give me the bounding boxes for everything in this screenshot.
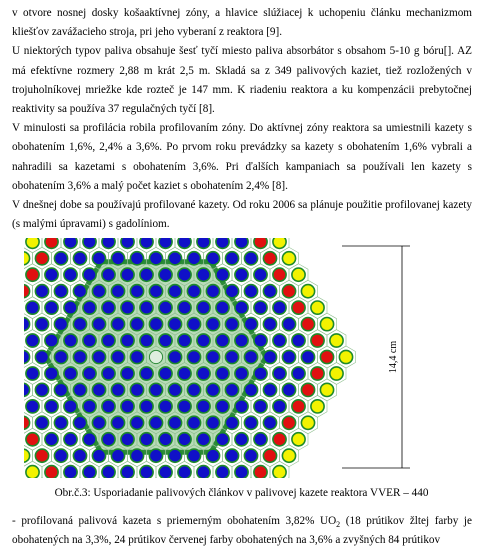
fuel-rod: [149, 252, 162, 265]
fuel-rod: [54, 416, 67, 429]
fuel-rod: [206, 318, 219, 331]
fuel-rod: [235, 367, 248, 380]
fuel-rod: [206, 383, 219, 396]
fuel-assembly-figure: [24, 238, 444, 478]
fuel-rod: [130, 416, 143, 429]
fuel-rod: [140, 238, 153, 248]
fuel-rod: [273, 301, 286, 314]
fuel-rod: [121, 238, 134, 248]
fuel-rod: [216, 268, 229, 281]
fuel-rod: [140, 466, 153, 478]
fuel-rod: [273, 238, 286, 248]
fuel-rod: [140, 367, 153, 380]
fuel-rod: [216, 400, 229, 413]
fuel-rod: [225, 318, 238, 331]
fuel-rod: [254, 466, 267, 478]
fuel-rod: [111, 416, 124, 429]
fuel-rod: [159, 433, 172, 446]
fuel-rod: [273, 400, 286, 413]
fuel-rod: [311, 400, 324, 413]
fuel-rod: [26, 367, 39, 380]
fuel-rod: [45, 433, 58, 446]
fuel-rod: [254, 268, 267, 281]
fuel-rod: [45, 301, 58, 314]
fuel-rod: [111, 449, 124, 462]
fuel-rod: [26, 466, 39, 478]
fuel-rod: [187, 416, 200, 429]
fuel-rod: [26, 238, 39, 248]
fuel-rod: [159, 367, 172, 380]
fuel-rod: [45, 367, 58, 380]
fuel-rod: [225, 350, 238, 363]
tail-text-2: (18 prútikov žltej farby je obohatených na 3,3%, 24 prútikov červenej farby obohatených na 3,6% a zvyšných 84 prútikov: [12, 515, 472, 546]
fuel-rod: [83, 400, 96, 413]
fuel-rod: [159, 301, 172, 314]
fuel-rod: [244, 318, 257, 331]
fuel-rod: [273, 268, 286, 281]
fuel-rod: [54, 350, 67, 363]
fuel-rod: [178, 367, 191, 380]
fuel-rod: [45, 238, 58, 248]
fuel-rod: [206, 350, 219, 363]
fuel-rod: [254, 334, 267, 347]
fuel-rod: [301, 383, 314, 396]
fuel-rod: [282, 416, 295, 429]
fuel-rod: [216, 238, 229, 248]
fuel-rod: [26, 301, 39, 314]
fuel-rod: [54, 318, 67, 331]
fuel-rod: [121, 367, 134, 380]
fuel-rod: [263, 285, 276, 298]
figure-caption: Obr.č.3: Usporiadanie palivových článkov v palivovej kazete reaktora VVER – 440: [0, 487, 483, 499]
fuel-rod: [45, 334, 58, 347]
fuel-rod: [311, 301, 324, 314]
fuel-rod: [64, 367, 77, 380]
fuel-rod: [225, 252, 238, 265]
fuel-rod: [73, 318, 86, 331]
fuel-rod: [121, 400, 134, 413]
fuel-rod: [64, 301, 77, 314]
fuel-rod: [83, 238, 96, 248]
fuel-rod: [24, 350, 30, 363]
fuel-rod: [311, 367, 324, 380]
fuel-rod: [73, 449, 86, 462]
fuel-rod: [273, 334, 286, 347]
fuel-rod: [235, 301, 248, 314]
fuel-rod: [254, 400, 267, 413]
fuel-rod: [282, 252, 295, 265]
fuel-rod: [216, 466, 229, 478]
fuel-rod: [244, 252, 257, 265]
fuel-rod: [83, 301, 96, 314]
fuel-rod: [149, 285, 162, 298]
central-tube: [149, 350, 162, 363]
fuel-rod: [102, 334, 115, 347]
fuel-rod: [216, 367, 229, 380]
fuel-rod: [301, 416, 314, 429]
fuel-rod: [197, 238, 210, 248]
fuel-rod: [197, 466, 210, 478]
fuel-rod: [121, 466, 134, 478]
fuel-rod: [178, 466, 191, 478]
fuel-rod: [206, 252, 219, 265]
fuel-rod: [111, 350, 124, 363]
fuel-rod: [92, 350, 105, 363]
fuel-rod: [225, 285, 238, 298]
fuel-rod: [330, 367, 343, 380]
fuel-rod: [263, 350, 276, 363]
fuel-rod: [263, 449, 276, 462]
fuel-rod: [130, 285, 143, 298]
hexagon-assembly: [24, 238, 356, 478]
fuel-rod: [244, 285, 257, 298]
fuel-rod: [178, 400, 191, 413]
fuel-rod: [254, 433, 267, 446]
fuel-rod: [83, 466, 96, 478]
fuel-rod: [235, 400, 248, 413]
fuel-rod: [225, 449, 238, 462]
fuel-rod: [301, 318, 314, 331]
fuel-rod: [121, 433, 134, 446]
fuel-rod: [263, 252, 276, 265]
fuel-rod: [35, 416, 48, 429]
fuel-rod: [35, 252, 48, 265]
fuel-rod: [121, 268, 134, 281]
fuel-rod: [206, 285, 219, 298]
fuel-rod: [292, 400, 305, 413]
fuel-rod: [24, 449, 30, 462]
fuel-rod: [273, 466, 286, 478]
fuel-rod: [24, 285, 30, 298]
fuel-rod: [24, 318, 30, 331]
fuel-rod: [197, 367, 210, 380]
fuel-rod: [282, 383, 295, 396]
fuel-rod: [149, 416, 162, 429]
fuel-rod: [140, 334, 153, 347]
fuel-rod: [311, 334, 324, 347]
fuel-rod: [121, 334, 134, 347]
dimension-label: 14,4 cm: [388, 341, 399, 373]
fuel-rod: [83, 433, 96, 446]
fuel-rod: [130, 449, 143, 462]
fuel-rod: [187, 383, 200, 396]
fuel-rod: [244, 416, 257, 429]
fuel-rod: [140, 400, 153, 413]
fuel-rod: [187, 350, 200, 363]
fuel-rod: [130, 318, 143, 331]
fuel-rod: [282, 449, 295, 462]
fuel-rod: [26, 334, 39, 347]
paragraph-1: v otvore nosnej dosky košaaktívnej zóny, a hlavice slúžiacej k uchopeniu článku mechanizmom kliešťov zavážacieho stroja, pri jeho vyberaní z reaktora [9].: [12, 4, 472, 42]
fuel-rod: [197, 268, 210, 281]
fuel-rod: [83, 367, 96, 380]
fuel-rod: [54, 252, 67, 265]
fuel-rod: [111, 285, 124, 298]
fuel-rod: [254, 238, 267, 248]
fuel-rod: [235, 238, 248, 248]
fuel-rod: [273, 367, 286, 380]
fuel-rod: [64, 238, 77, 248]
fuel-rod: [320, 318, 333, 331]
fuel-rod: [159, 334, 172, 347]
fuel-rod: [301, 285, 314, 298]
fuel-rod: [121, 301, 134, 314]
fuel-rod: [35, 383, 48, 396]
fuel-rod: [102, 238, 115, 248]
fuel-rod: [178, 268, 191, 281]
fuel-rod: [140, 301, 153, 314]
fuel-rod: [35, 318, 48, 331]
fuel-rod: [130, 252, 143, 265]
fuel-rod: [102, 400, 115, 413]
fuel-rod: [111, 318, 124, 331]
fuel-rod: [168, 285, 181, 298]
fuel-rod: [102, 466, 115, 478]
fuel-rod: [320, 383, 333, 396]
fuel-rod: [54, 449, 67, 462]
fuel-rod: [83, 268, 96, 281]
fuel-rod: [292, 367, 305, 380]
fuel-rod: [140, 268, 153, 281]
fuel-rod: [26, 400, 39, 413]
fuel-rod: [45, 268, 58, 281]
fuel-rod: [187, 318, 200, 331]
fuel-rod: [197, 400, 210, 413]
fuel-rod: [111, 383, 124, 396]
fuel-rod: [244, 449, 257, 462]
paragraph-2: U niektorých typov paliva obsahuje šesť tyčí miesto paliva absorbátor s obsahom 5-10 g bóru[]. AZ má efektívne rozmery 2,88 m krát 2,5 m. Skladá sa z 349 palivových kaziet, tiež rozložených v trojuholníkovej mriežke kde rozteč je 147 mm. K riadeniu reaktora a ku kompenzácii prebytočnej reaktivity sa používa 37 regulačných tyčí [8].: [12, 42, 472, 119]
fuel-rod: [178, 433, 191, 446]
fuel-rod: [24, 252, 30, 265]
fuel-rod: [168, 449, 181, 462]
fuel-rod: [168, 416, 181, 429]
fuel-rod: [92, 318, 105, 331]
fuel-rod: [206, 449, 219, 462]
fuel-rod: [54, 285, 67, 298]
fuel-rod: [339, 350, 352, 363]
fuel-rod: [102, 433, 115, 446]
fuel-rod: [149, 318, 162, 331]
fuel-rod: [92, 416, 105, 429]
fuel-rod: [102, 367, 115, 380]
fuel-rod: [73, 350, 86, 363]
fuel-rod: [216, 433, 229, 446]
fuel-rod: [168, 252, 181, 265]
fuel-rod: [159, 466, 172, 478]
fuel-rod: [244, 383, 257, 396]
fuel-rod: [26, 268, 39, 281]
fuel-rod: [130, 383, 143, 396]
tail-subscript: 2: [336, 520, 340, 529]
fuel-rod: [92, 383, 105, 396]
fuel-rod: [64, 400, 77, 413]
fuel-rod: [216, 334, 229, 347]
fuel-rod: [73, 252, 86, 265]
fuel-rod: [92, 252, 105, 265]
paragraph-4: V dnešnej dobe sa používajú profilované kazety. Od roku 2006 sa plánuje použitie profilovanej kazety (s malými úpravami) s gadolíniom.: [12, 196, 472, 234]
fuel-rod: [216, 301, 229, 314]
fuel-rod: [320, 350, 333, 363]
fuel-rod: [168, 350, 181, 363]
fuel-rod: [197, 433, 210, 446]
fuel-rod: [206, 416, 219, 429]
fuel-rod: [263, 383, 276, 396]
fuel-rod: [159, 238, 172, 248]
fuel-rod: [235, 268, 248, 281]
fuel-rod: [225, 383, 238, 396]
fuel-rod: [235, 334, 248, 347]
fuel-rod: [149, 449, 162, 462]
fuel-rod: [235, 433, 248, 446]
fuel-rod: [254, 367, 267, 380]
fuel-rod: [282, 285, 295, 298]
fuel-rod: [24, 416, 30, 429]
fuel-rod: [330, 334, 343, 347]
fuel-rod: [168, 383, 181, 396]
fuel-rod: [225, 416, 238, 429]
fuel-rod: [102, 301, 115, 314]
fuel-rod: [178, 301, 191, 314]
fuel-rod: [235, 466, 248, 478]
fuel-rod: [92, 449, 105, 462]
fuel-rod: [178, 334, 191, 347]
fuel-rod: [140, 433, 153, 446]
fuel-rod: [149, 383, 162, 396]
fuel-rod: [45, 400, 58, 413]
fuel-rod: [187, 252, 200, 265]
fuel-rod: [102, 268, 115, 281]
fuel-rod: [35, 285, 48, 298]
fuel-rod: [282, 318, 295, 331]
fuel-rod: [273, 433, 286, 446]
fuel-rod: [244, 350, 257, 363]
fuel-rod: [73, 416, 86, 429]
body-text: [12, 4, 472, 234]
fuel-rod: [292, 433, 305, 446]
fuel-rod: [187, 449, 200, 462]
fuel-rod: [111, 252, 124, 265]
tail-paragraph: [12, 512, 472, 550]
fuel-rod: [45, 466, 58, 478]
paragraph-3: V minulosti sa profilácia robila profilovaním zóny. Do aktívnej zóny reaktora sa umiestnili kazety s obohatením 1,6%, 2,4% a 3,6%. Po prvom roku prevádzky sa kazety s obohatením 1,6% vybrali a nahradili sa kazetami s obohatením 3,6%. Pri ďalších kampaniach sa používali len kazety s obohatením 3,6% a malý počet kaziet s obohatením 2,4% [8].: [12, 119, 472, 196]
fuel-rod: [73, 383, 86, 396]
fuel-rod: [92, 285, 105, 298]
fuel-rod: [24, 383, 30, 396]
fuel-rod: [159, 400, 172, 413]
fuel-rod: [301, 350, 314, 363]
fuel-rod: [26, 433, 39, 446]
tail-text-1: - profilovaná palivová kazeta s priemerným obohatením 3,82% UO: [12, 515, 336, 527]
fuel-rod: [292, 268, 305, 281]
fuel-rod: [54, 383, 67, 396]
fuel-rod: [64, 466, 77, 478]
fuel-rod: [35, 449, 48, 462]
fuel-rod: [263, 318, 276, 331]
fuel-rod: [187, 285, 200, 298]
fuel-rod: [178, 238, 191, 248]
fuel-rod: [64, 268, 77, 281]
fuel-rod: [292, 301, 305, 314]
fuel-rod: [130, 350, 143, 363]
fuel-rod: [159, 268, 172, 281]
fuel-rod: [292, 334, 305, 347]
fuel-rod: [197, 301, 210, 314]
fuel-rod: [64, 433, 77, 446]
fuel-rod: [64, 334, 77, 347]
fuel-rod: [197, 334, 210, 347]
fuel-rod: [254, 301, 267, 314]
fuel-rod: [168, 318, 181, 331]
fuel-rod: [282, 350, 295, 363]
fuel-rod: [263, 416, 276, 429]
fuel-rod: [73, 285, 86, 298]
fuel-rod: [83, 334, 96, 347]
fuel-rod: [35, 350, 48, 363]
